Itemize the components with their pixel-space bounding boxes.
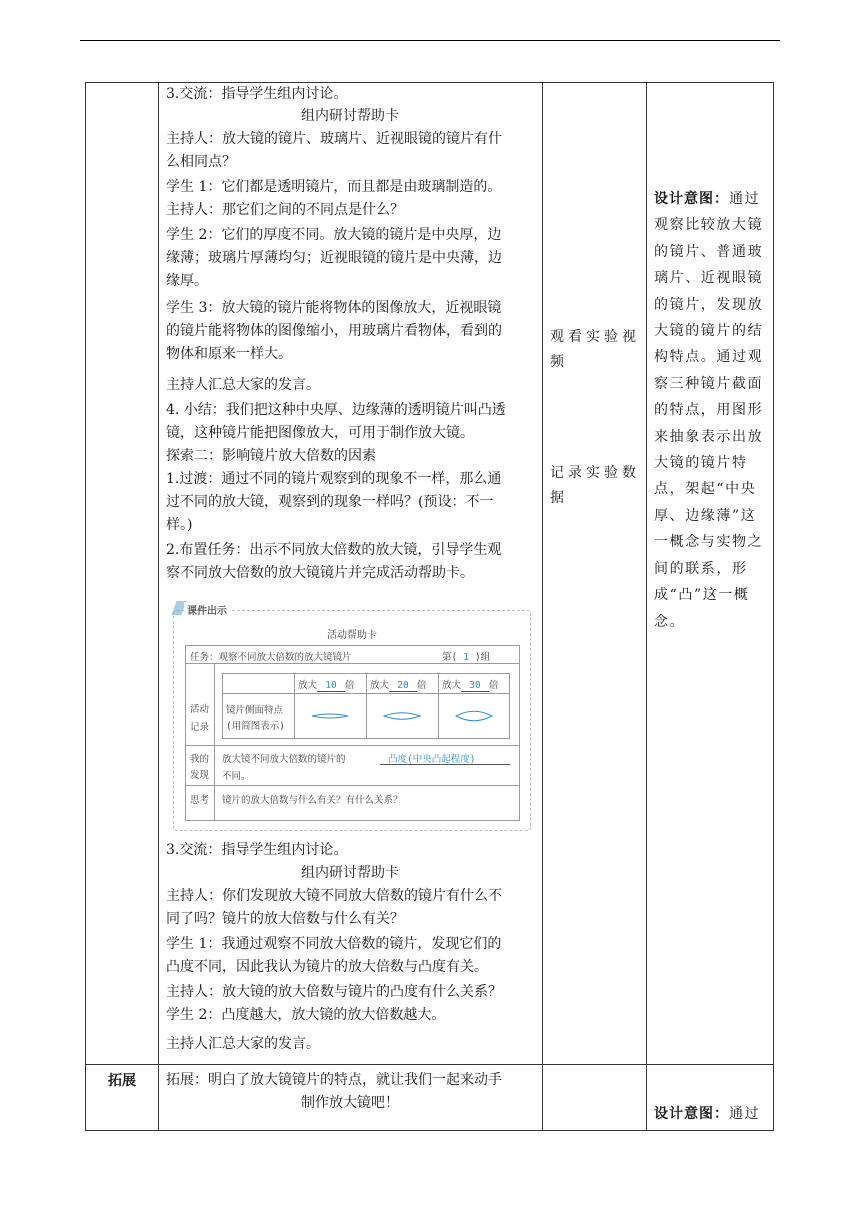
lens-sketch-30x [456, 711, 492, 721]
help-card-heading: 组内研讨帮助卡 [301, 108, 399, 124]
line-6: 主持人：那它们之间的不同点是什么？ [166, 202, 404, 218]
line-7: 学生 2：它们的厚度不同。放大镜的镜片是中央厚，边 [166, 227, 502, 243]
row2-line-1: 拓展：明白了放大镜镜片的特点，就让我们一起来动手 [166, 1072, 502, 1088]
found-label-2: 发现 [190, 770, 210, 781]
found-label-1: 我的 [190, 754, 210, 765]
row-label-extension: 拓展 [108, 1073, 136, 1089]
line-12: 物体和原来一样大。 [166, 346, 292, 362]
line-11: 的镜片能将物体的图像缩小，用玻璃片看物体，看到的 [166, 323, 502, 339]
think-text: 镜片的放大倍数与什么有关？有什么关系？ [222, 795, 403, 806]
found-text: 放大镜不同放大倍数的镜片的 [222, 754, 346, 765]
line-17: 1.过渡：通过不同的镜片观察到的现象不一样，那么通 [166, 471, 502, 487]
mag-cell-2: 放大 20 倍 [370, 680, 427, 691]
lens-sketches [294, 694, 510, 739]
design-intent-row2-text: 通过 [729, 1106, 761, 1122]
line-3: 主持人：放大镜的镜片、玻璃片、近视眼镜的镜片有什 [166, 131, 502, 147]
found-text-2: 不同。 [222, 771, 251, 782]
student-activity-2: 记录实验数据 [550, 465, 640, 506]
record-label-2: 记录 [190, 722, 210, 733]
think-label: 思考 [190, 795, 210, 806]
line-b9: 主持人汇总大家的发言。 [166, 1036, 320, 1052]
page-header-rule [80, 40, 780, 41]
design-intent-text: 通过观察比较放大镜的镜片、普通玻璃片、近视眼镜的镜片，发现放大镜的镜片的结构特点。通过观察三种镜片截面的特点，用图形来抽象表示出放大镜的镜片特点，架起“中央厚、边缘薄”这一概念与实物之间的联系，形成“凸”这一概念。 [654, 191, 764, 630]
line-20: 2.布置任务：出示不同放大倍数的放大镜，引导学生观 [166, 542, 502, 558]
line-13: 主持人汇总大家的发言。 [166, 377, 320, 393]
design-intent-label: 设计意图： [654, 191, 729, 207]
activity-help-card [173, 606, 531, 831]
line-15: 镜，这种镜片能把图像放大，可用于制作放大镜。 [166, 425, 474, 441]
line-18: 过不同的放大镜，观察到的现象一样吗？(预设：不一 [166, 494, 494, 510]
help-card-heading-2: 组内研讨帮助卡 [301, 865, 399, 881]
line-9: 缘厚。 [166, 273, 208, 289]
line-b5: 学生 1：我通过观察不同放大倍数的镜片，发现它们的 [166, 936, 502, 952]
row2-line-2: 制作放大镜吧！ [301, 1095, 399, 1111]
lesson-table [85, 82, 774, 1131]
col-divider-2 [542, 83, 543, 1130]
line-b1: 3.交流：指导学生组内讨论。 [166, 842, 348, 858]
line-1: 3.交流：指导学生组内讨论。 [166, 86, 348, 102]
line-8: 缘薄；玻璃片厚薄均匀；近视眼镜的镜片是中央薄，边 [166, 250, 502, 266]
lens-sketch-10x [312, 714, 348, 718]
task-label: 任务：观察不同放大倍数的放大镜镜片 [190, 652, 352, 663]
line-5: 学生 1：它们都是透明镜片，而且都是由玻璃制造的。 [166, 179, 502, 195]
line-b3: 主持人：你们发现放大镜不同放大倍数的镜片有什么不 [166, 888, 502, 904]
group-number: 第( 1 )组 [442, 652, 491, 663]
mag-cell-1: 放大 10 倍 [298, 680, 355, 691]
lens-row-label-1: 镜片侧面特点 [226, 705, 284, 716]
design-intent-row2-label: 设计意图： [654, 1106, 729, 1122]
line-10: 学生 3：放大镜的镜片能将物体的图像放大，近视眼镜 [166, 300, 502, 316]
line-14: 4. 小结：我们把这种中央厚、边缘薄的透明镜片叫凸透 [166, 402, 506, 418]
line-b7: 主持人：放大镜的放大倍数与镜片的凸度有什么关系？ [166, 984, 502, 1000]
student-activity-1: 观看实验视频 [550, 329, 640, 370]
line-b8: 学生 2：凸度越大，放大镜的放大倍数越大。 [166, 1007, 446, 1023]
col-divider-3 [646, 83, 647, 1130]
row-divider [86, 1064, 773, 1065]
line-19: 样。) [166, 517, 193, 533]
line-b6: 凸度不同，因此我认为镜片的放大倍数与凸度有关。 [166, 959, 488, 975]
col-divider-1 [158, 83, 159, 1130]
found-answer: 凸度(中央凸起程度) [388, 754, 476, 765]
courseware-tag: 课件出示 [184, 602, 230, 617]
lens-row-label-2: (用简图表示) [226, 721, 285, 732]
mag-cell-3: 放大 30 倍 [442, 680, 499, 691]
record-label-1: 活动 [190, 704, 210, 715]
line-21: 察不同放大倍数的放大镜镜片并完成活动帮助卡。 [166, 565, 474, 581]
line-b4: 同了吗？镜片的放大倍数与什么有关？ [166, 911, 404, 927]
design-intent-row2 [654, 1101, 770, 1127]
design-intent [654, 186, 770, 635]
line-16: 探索二：影响镜片放大倍数的因素 [166, 448, 376, 464]
card-title: 活动帮助卡 [327, 630, 377, 641]
line-4: 么相同点？ [166, 154, 236, 170]
lens-sketch-20x [384, 713, 420, 720]
